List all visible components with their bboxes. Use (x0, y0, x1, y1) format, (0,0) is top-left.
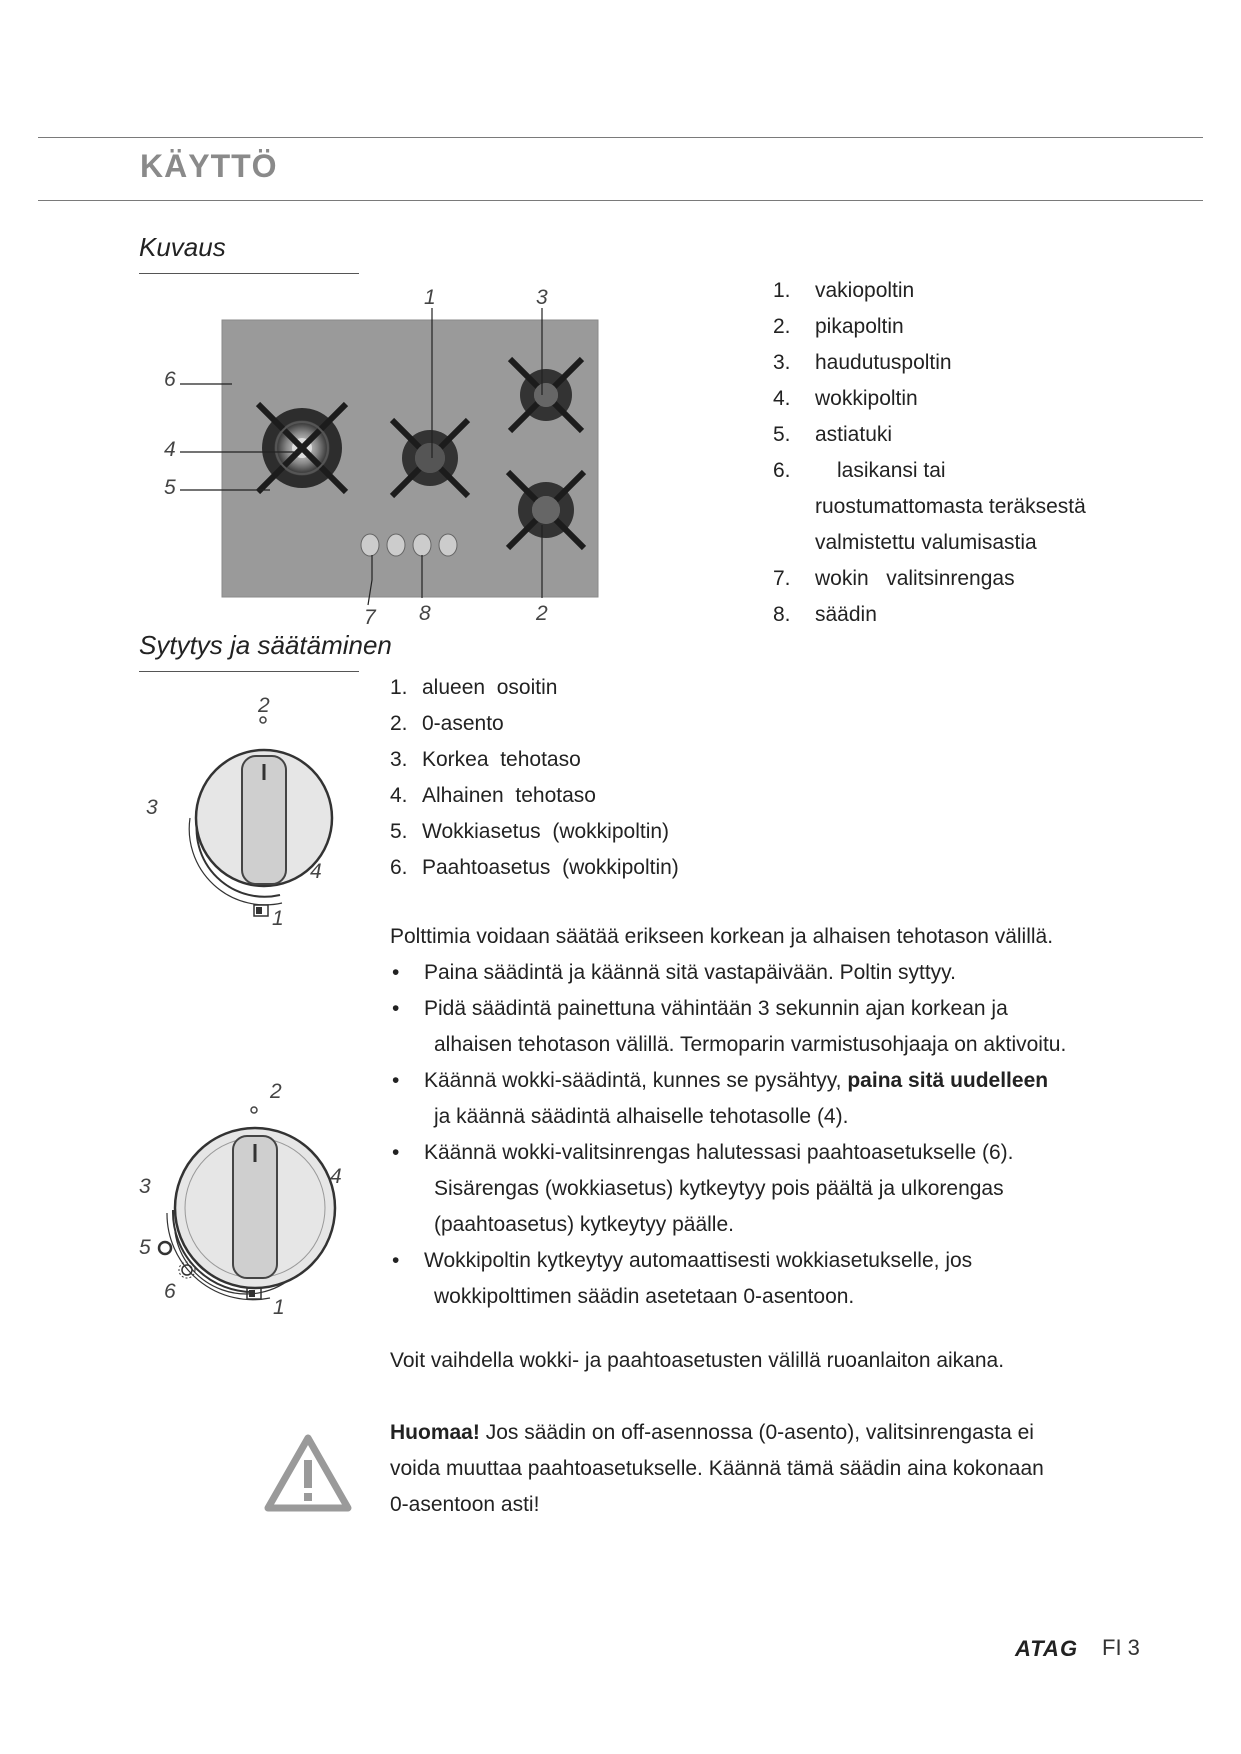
kuvaus-heading: Kuvaus (139, 232, 226, 262)
burner-1 (392, 420, 468, 496)
list-item: • Käännä wokki-valitsinrengas halutessasi paahtoasetukselle (6). Sisärengas (wokkiasetus) kytkeytyy pois päältä ja ulkorengas (paahtoasetus) kytkeytyy päälle. (392, 1141, 1014, 1236)
hob-diagram (150, 280, 730, 625)
hob-label-3: 3 (536, 286, 548, 309)
sytytys-heading: Sytytys ja säätäminen (139, 630, 392, 660)
intro-paragraph: Polttimia voidaan säätää erikseen korkean ja alhaisen tehotason välillä. (390, 925, 1054, 948)
list-item: 2. pikapoltin (773, 315, 904, 338)
list-item: 6. Paahtoasetus (wokkipoltin) (390, 856, 679, 879)
kuvaus-underline (139, 273, 359, 274)
section-title: KÄYTTÖ (140, 148, 278, 184)
top-rule (38, 137, 1203, 138)
list-item: 2. 0-asento (390, 712, 504, 735)
list-item: • Pidä säädintä painettuna vähintään 3 sekunnin ajan korkean ja alhaisen tehotason välillä. Termoparin varmistusohjaaja on aktivoitu. (392, 997, 1067, 1056)
list-item: 3. haudutuspoltin (773, 351, 952, 374)
header-bottom-rule (38, 200, 1203, 201)
settings-list (390, 670, 679, 886)
sytytys-underline (139, 671, 359, 672)
knob1-label-2: 2 (258, 694, 270, 717)
knob1-label-1: 1 (272, 907, 284, 930)
list-item: • Wokkipoltin kytkeytyy automaattisesti wokkiasetukselle, jos wokkipolttimen säädin asetetaan 0-asentoon. (392, 1249, 973, 1308)
hob-label-7: 7 (364, 606, 376, 629)
warning-text: Huomaa! Jos säädin on off-asennossa (0-asento), valitsinrengasta ei voida muuttaa paahtoasetukselle. Käännä tämä säädin aina kokonaan 0-asentoon asti! (390, 1421, 1044, 1516)
knob2-label-5: 5 (139, 1236, 151, 1259)
hob-label-8: 8 (419, 602, 431, 625)
instruction-bullets (390, 955, 1150, 1315)
parts-list (773, 273, 1086, 633)
list-item: 7. wokin valitsinrengas (773, 567, 1015, 590)
burner-2 (508, 472, 584, 548)
knob1-label-3: 3 (146, 796, 158, 819)
knob2-label-3: 3 (139, 1175, 151, 1198)
knob1-label-4: 4 (310, 860, 322, 883)
warning-icon (262, 1432, 354, 1514)
list-item: 4. Alhainen tehotaso (390, 784, 596, 807)
list-item: 1. vakiopoltin (773, 279, 915, 302)
page-number: FI 3 (1102, 1635, 1140, 1660)
knob-diagram-1 (140, 690, 360, 935)
list-item: 6. lasikansi tai (773, 459, 946, 482)
wok-burner (258, 404, 346, 492)
knob2-label-4: 4 (330, 1165, 342, 1188)
list-item: • Käännä wokki-säädintä, kunnes se pysähtyy, paina sitä uudelleen ja käännä säädintä alhaiselle tehotasolle (4). (392, 1069, 1049, 1128)
knob2-label-1: 1 (273, 1296, 285, 1319)
hob-label-1: 1 (424, 286, 436, 309)
switch-note: Voit vaihdella wokki- ja paahtoasetusten välillä ruoanlaiton aikana. (390, 1349, 1005, 1372)
list-item: valmistettu valumisastia (815, 531, 1037, 554)
hob-label-5: 5 (164, 476, 176, 499)
list-item: ruostumattomasta teräksestä (815, 495, 1086, 518)
knob2-label-2: 2 (270, 1080, 282, 1103)
brand-logo: ATAG (1015, 1636, 1079, 1661)
list-item: 4. wokkipoltin (773, 387, 918, 410)
list-item: 5. Wokkiasetus (wokkipoltin) (390, 820, 670, 843)
list-item: 5. astiatuki (773, 423, 893, 446)
hob-label-6: 6 (164, 368, 176, 391)
hob-label-4: 4 (164, 438, 176, 461)
list-item: • Paina säädintä ja käännä sitä vastapäivään. Poltin syttyy. (392, 961, 956, 984)
burner-3 (510, 359, 582, 431)
list-item: 1. alueen osoitin (390, 676, 558, 699)
list-item: 3. Korkea tehotaso (390, 748, 581, 771)
list-item: 8. säädin (773, 603, 877, 626)
hob-label-2: 2 (536, 602, 548, 625)
knob2-label-6: 6 (164, 1280, 176, 1303)
